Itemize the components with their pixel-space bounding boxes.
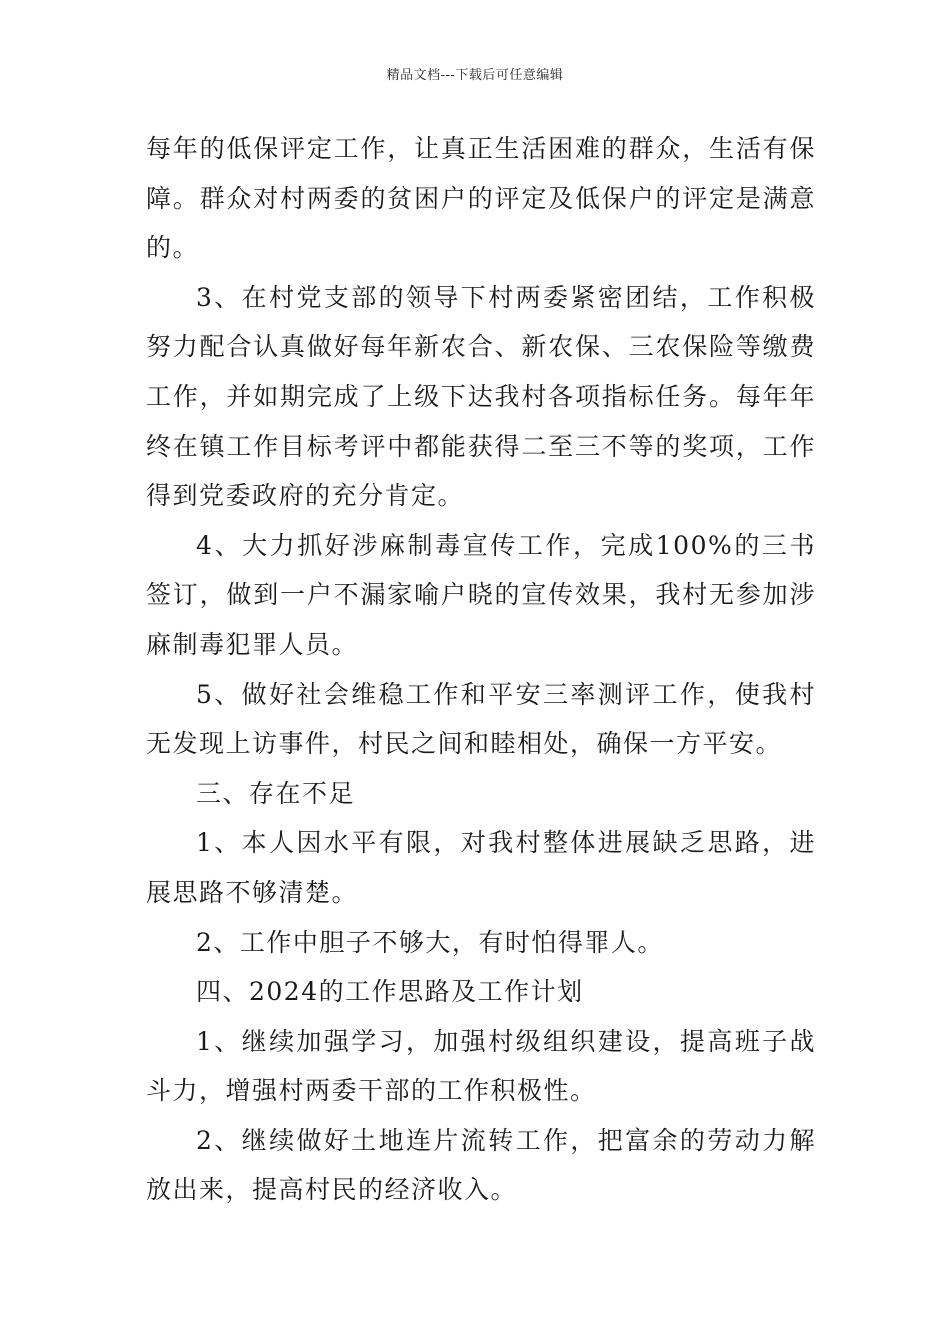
- paragraph: 3、在村党支部的领导下村两委紧密团结，工作积极努力配合认真做好每年新农合、新农保、三农保险等缴费工作，并如期完成了上级下达我村各项指标任务。每年年终在镇工作目标考评中都能获得二至三不等的奖项，工作得到党委政府的充分肯定。: [146, 282, 816, 511]
- paragraph: 5、做好社会维稳工作和平安三率测评工作，使我村无发现上访事件，村民之间和睦相处，确保一方平安。: [146, 679, 816, 759]
- document-body: [146, 124, 816, 1215]
- paragraph: 每年的低保评定工作，让真正生活困难的群众，生活有保障。群众对村两委的贫困户的评定及低保户的评定是满意的。: [146, 134, 816, 263]
- paragraph: 2、继续做好土地连片流转工作，把富余的劳动力解放出来，提高村民的经济收入。: [146, 1125, 816, 1205]
- section-heading: 四、2024的工作思路及工作计划: [196, 977, 584, 1007]
- paragraph: 1、本人因水平有限，对我村整体进展缺乏思路，进展思路不够清楚。: [146, 828, 816, 907]
- paragraph: 4、大力抓好涉麻制毒宣传工作，完成100%的三书签订，做到一户不漏家喻户晓的宣传效果，我村无参加涉麻制毒犯罪人员。: [146, 530, 816, 659]
- paragraph: 2、工作中胆子不够大，有时怕得罪人。: [196, 927, 664, 957]
- paragraph: 1、继续加强学习，加强村级组织建设，提高班子战斗力，增强村两委干部的工作积极性。: [146, 1026, 816, 1106]
- section-heading: 三、存在不足: [196, 778, 356, 808]
- page-header: 精品文档---下载后可任意编辑: [386, 68, 564, 83]
